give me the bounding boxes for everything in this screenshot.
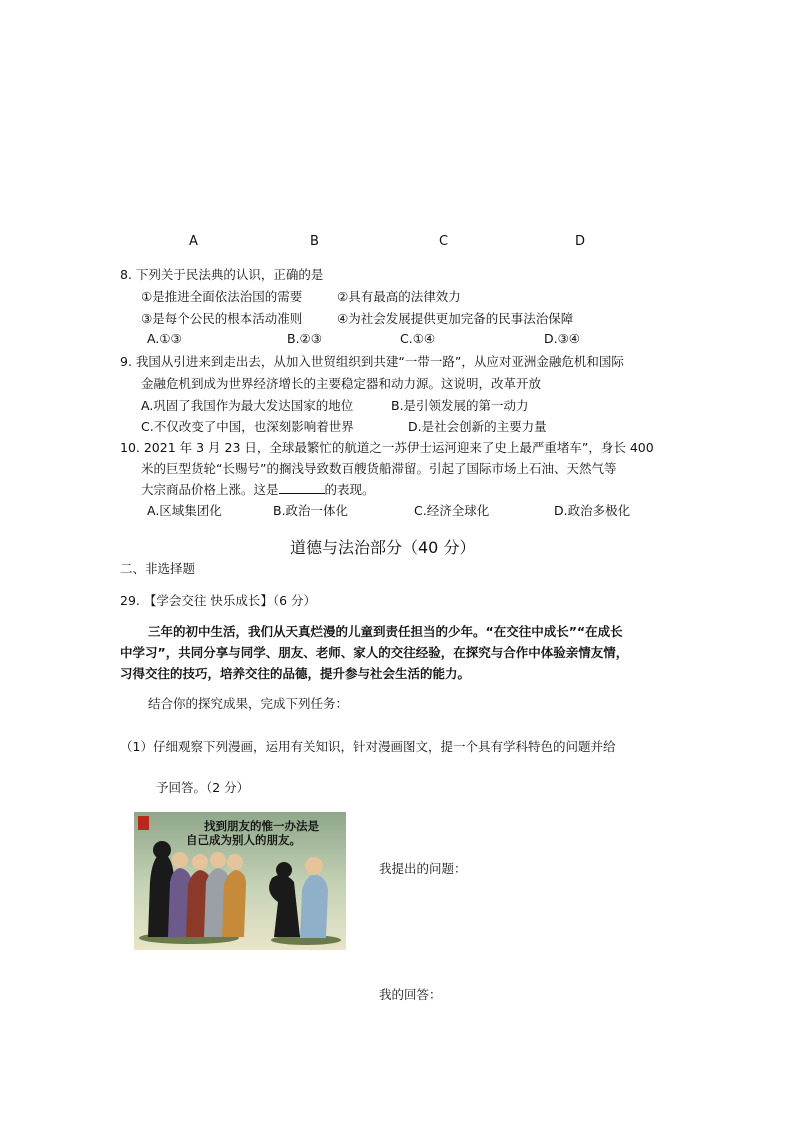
q8-statement-1: ①是推进全面依法治国的需要: [141, 289, 303, 304]
q8-option-a: A.①③: [147, 331, 182, 346]
q10-option-a: A.区域集团化: [147, 503, 222, 518]
q9-stem-line2: 金融危机到成为世界经济增长的主要稳定器和动力源。这说明，改革开放: [141, 376, 542, 391]
part-two-heading: 二、非选择题: [120, 561, 196, 576]
section-title: 道德与法治部分（40 分）: [290, 538, 476, 557]
cartoon-caption-line1: 找到朋友的惟一办法是: [204, 819, 319, 833]
q10-option-c: C.经济全球化: [414, 503, 490, 518]
q8-statement-2: ②具有最高的法律效力: [337, 289, 461, 304]
q29-paragraph-line3: 习得交往的技巧，培养交往的品德，提升参与社会生活的能力。: [120, 666, 471, 681]
option-label-a: A: [189, 234, 198, 249]
q9-option-c: C.不仅改变了中国，也深刻影响着世界: [141, 419, 354, 434]
q9-option-d: D.是社会创新的主要力量: [408, 419, 547, 434]
q9-stem-line1: 9. 我国从引进来到走出去，从加入世贸组织到共建“一带一路”，从应对亚洲金融危机和国际: [120, 354, 624, 369]
q8-option-c: C.①④: [400, 331, 436, 346]
q29-paragraph-line1: 三年的初中生活，我们从天真烂漫的儿童到责任担当的少年。“在交往中成长”“在成长: [148, 624, 623, 639]
q29-sub1-line1: （1）仔细观察下列漫画，运用有关知识，针对漫画图文，提一个具有学科特色的问题并给: [120, 739, 616, 754]
option-label-c: C: [439, 234, 449, 249]
cartoon-image: [134, 812, 346, 950]
answer-blank: [279, 481, 325, 494]
q8-statement-3: ③是每个公民的根本活动准则: [141, 311, 303, 326]
q10-stem-line1: 10. 2021 年 3 月 23 日，全球最繁忙的航道之一苏伊士运河迎来了史上最严重堵车”，身长 400: [120, 440, 654, 455]
answer-label: 我的回答：: [379, 987, 442, 1002]
q8-statement-4: ④为社会发展提供更加完备的民事法治保障: [337, 311, 574, 326]
q10-line3-post: 的表现。: [324, 482, 375, 497]
q8-option-b: B.②③: [287, 331, 322, 346]
seal-stamp: [138, 816, 149, 830]
crowd-figures: [148, 841, 246, 937]
cartoon-caption-line2: 自己成为别人的朋友。: [186, 833, 301, 847]
q10-stem-line3: [141, 480, 375, 498]
q8-stem: 8. 下列关于民法典的认识，正确的是: [120, 267, 324, 282]
q29-paragraph-line2: 中学习”，共同分享与同学、朋友、老师、家人的交往经验，在探究与合作中体验亲情友情，: [120, 645, 629, 660]
q9-option-b: B.是引领发展的第一动力: [391, 398, 529, 413]
option-label-d: D: [575, 234, 586, 249]
lone-figures: [269, 857, 328, 938]
q8-option-d: D.③④: [544, 331, 581, 346]
q10-option-b: B.政治一体化: [273, 503, 349, 518]
q10-stem-line2: 米的巨型货轮“长赐号”的搁浅导致数百艘货船滞留。引起了国际市场上石油、天然气等: [141, 461, 617, 476]
q29-header: 29. 【学会交往 快乐成长】（6 分）: [120, 593, 317, 608]
option-label-b: B: [310, 234, 319, 249]
q29-task: 结合你的探究成果，完成下列任务：: [148, 696, 349, 711]
question-label: 我提出的问题：: [379, 861, 467, 876]
q10-option-d: D.政治多极化: [554, 503, 631, 518]
q9-option-a: A.巩固了我国作为最大发达国家的地位: [141, 398, 354, 413]
q29-sub1-line2: 予回答。（2 分）: [156, 780, 250, 795]
q10-line3-pre: 大宗商品价格上涨。这是: [141, 482, 279, 497]
